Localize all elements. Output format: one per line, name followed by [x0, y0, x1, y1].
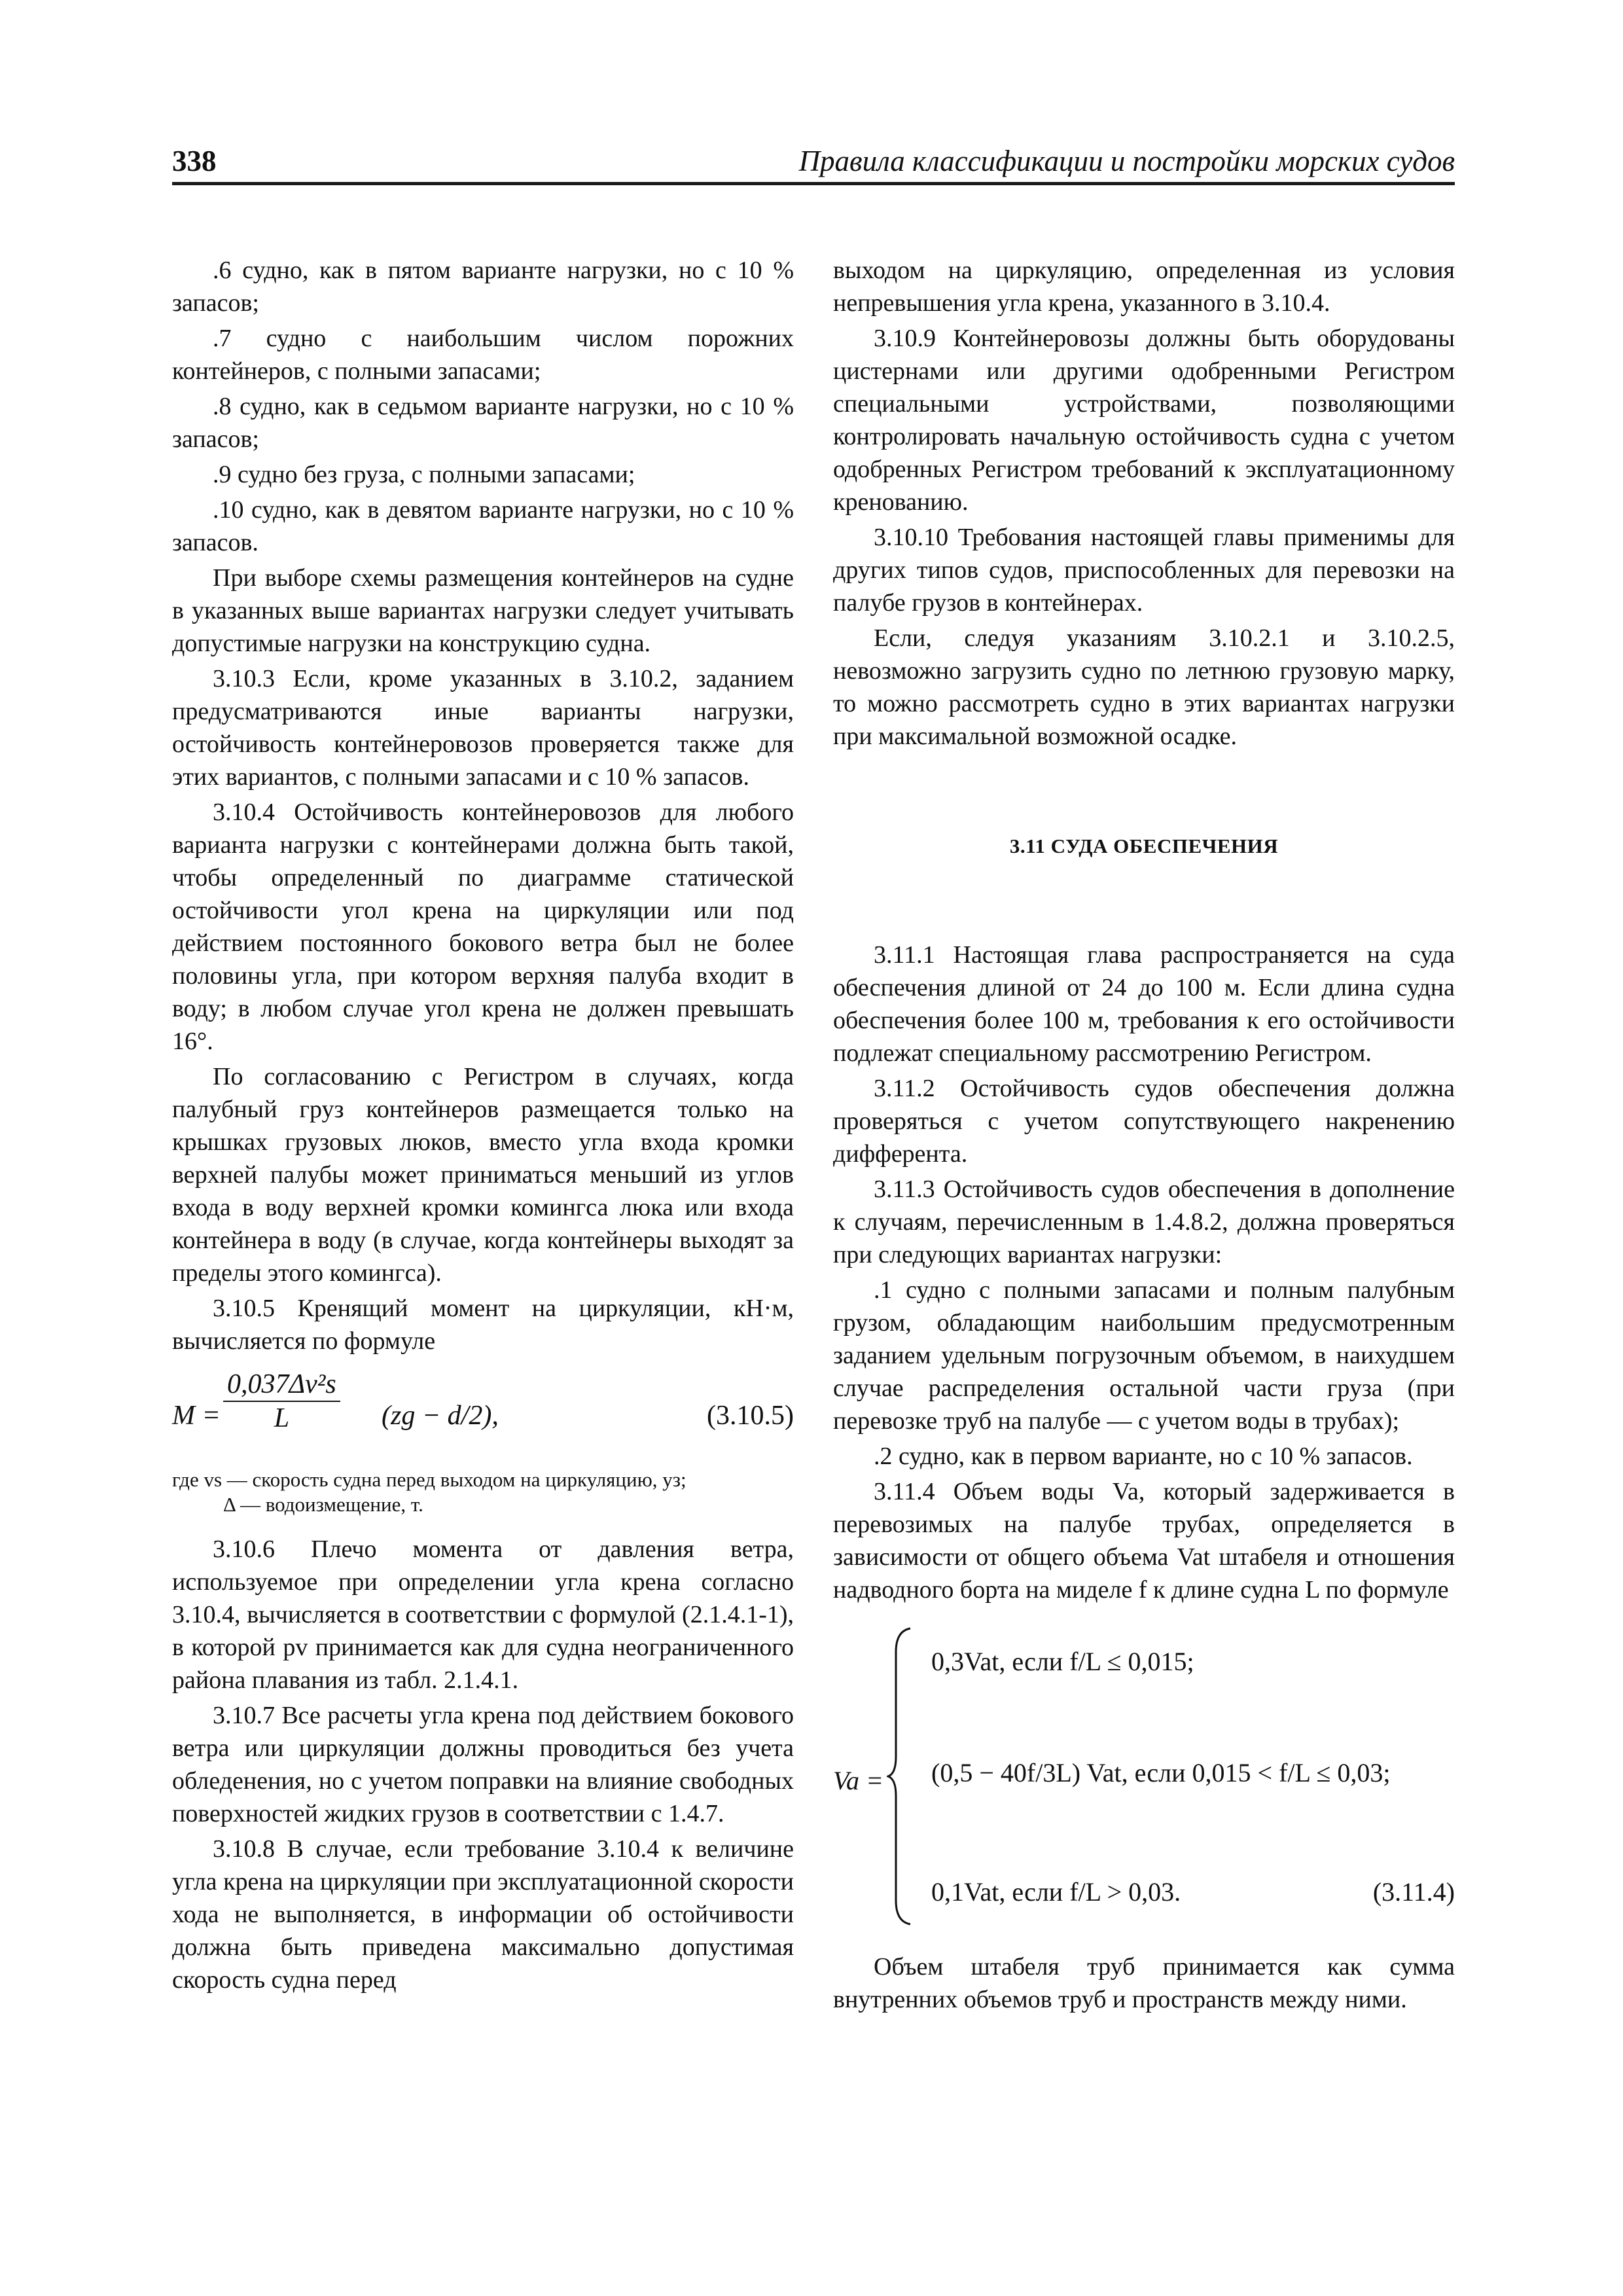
paragraph: .2 судно, как в первом варианте, но с 10 % запасов. [874, 1443, 1413, 1470]
paragraph: .1 судно с полными запасами и полным палубным грузом, обладающим наибольшим предусмотренным заданием удельным погрузочным объемом, в наихудшем случае распределения остальной части груза (при перевозке труб на палубе — с учетом воды в трубах); [833, 1276, 1455, 1435]
paragraph: При выборе схемы размещения контейнеров на судне в указанных выше вариантах нагрузки следует учитывать допустимые нагрузки на конструкцию судна. [172, 564, 794, 657]
paragraph: 3.11.2 Остойчивость судов обеспечения должна проверяться с учетом сопутствующего накренению дифферента. [833, 1075, 1455, 1168]
piecewise-case-3: 0,1Vat, если f/L > 0,03. [931, 1877, 1181, 1907]
right-column [833, 254, 1455, 2018]
paragraph: Если, следуя указаниям 3.10.2.1 и 3.10.2.5, невозможно загрузить судно по летнюю грузовую марку, то можно рассмотреть судно в этих вариантах нагрузки при максимальной возможной осадке. [833, 624, 1455, 750]
paragraph: .8 судно, как в седьмом варианте нагрузки, но с 10 % запасов; [172, 393, 794, 453]
legend-line: Δ — водоизмещение, т. [223, 1493, 423, 1516]
paragraph: 3.10.10 Требования настоящей главы применимы для других типов судов, приспособленных для перевозки на палубе грузов в контейнерах. [833, 524, 1455, 617]
running-title: Правила классификации и постройки морских судов [798, 145, 1455, 177]
equation-number: (3.10.5) [707, 1401, 794, 1431]
paragraph: 3.10.7 Все расчеты угла крена под действием бокового ветра или циркуляции должны проводиться без учета обледенения, но с учетом поправки на влияние свободных поверхностей жидких грузов в соответствии с 1.4.7. [172, 1702, 794, 1827]
formula-lhs: M = [172, 1401, 221, 1431]
paragraph: .10 судно, как в девятом варианте нагрузки, но с 10 % запасов. [172, 496, 794, 556]
formula-3-10-5 [172, 1368, 794, 1460]
paragraph: Объем штабеля труб принимается как сумма внутренних объемов труб и пространств между ними. [833, 1953, 1455, 2013]
legend-line: где vs — скорость судна перед выходом на циркуляцию, уз; [172, 1468, 687, 1491]
paragraph: 3.10.3 Если, кроме указанных в 3.10.2, заданием предусматриваются иные варианты нагрузки, остойчивость контейнеровозов проверяется также для этих вариантов, с полными запасами и с 10 % запасов. [172, 665, 794, 791]
formula-3-11-4 [833, 1626, 1455, 1933]
paragraph: По согласованию с Регистром в случаях, когда палубный груз контейнеров размещается только на крышках грузовых люков, вместо угла входа кромки верхней палубы может приниматься меньший из углов входа в воду верхней кромки комингса люка или входа контейнера в воду (в случае, когда контейнеры выходят за пределы этого комингса). [172, 1063, 794, 1287]
page-header [172, 145, 1455, 185]
formula-numerator: 0,037Δv²s [223, 1368, 340, 1402]
equation-number: (3.11.4) [1372, 1877, 1455, 1907]
left-column [172, 254, 794, 1999]
paragraph: .7 судно с наибольшим числом порожних контейнеров, с полными запасами; [172, 325, 794, 385]
formula-tail: (zg − d/2), [382, 1401, 499, 1431]
formula-denominator: L [274, 1403, 290, 1433]
page-number: 338 [172, 145, 217, 177]
left-brace-icon [887, 1626, 913, 1927]
formula-fraction [223, 1368, 340, 1435]
paragraph: 3.10.6 Плечо момента от давления ветра, используемое при определении угла крена согласно 3.10.4, вычисляется в соответствии с формулой (2.1.4.1-1), в которой pv принимается как для судна неограниченного района плавания из табл. 2.1.4.1. [172, 1535, 794, 1694]
paragraph: 3.10.4 Остойчивость контейнеровозов для любого варианта нагрузки с контейнерами должна быть такой, чтобы определенный по диаграмме статической остойчивости угол крена на циркуляции или под действием постоянного бокового ветра был не более половины угла, при котором верхняя палуба входит в воду; в любом случае угол крена не должен превышать 16°. [172, 798, 794, 1055]
paragraph: 3.10.8 В случае, если требование 3.10.4 к величине угла крена на циркуляции при эксплуатационной скорости хода не выполняется, в информации об остойчивости должна быть приведена максимально допустимая скорость судна перед [172, 1835, 794, 1994]
piecewise-case-1: 0,3Vat, если f/L ≤ 0,015; [931, 1647, 1194, 1676]
piecewise-case-2: (0,5 − 40f/3L) Vat, если 0,015 < f/L ≤ 0,03; [931, 1758, 1391, 1787]
paragraph: .6 судно, как в пятом варианте нагрузки, но с 10 % запасов; [172, 257, 794, 317]
paragraph: 3.11.4 Объем воды Va, который задерживается в перевозимых на палубе трубах, определяется в зависимости от общего объема Vat штабеля и отношения надводного борта на миделе f к длине судна L по формуле [833, 1478, 1455, 1604]
paragraph: 3.10.9 Контейнеровозы должны быть оборудованы цистернами или другими одобренными Регистром специальными устройствами, позволяющими контролировать начальную остойчивость судна с учетом одобренных Регистром требований к эксплуатационному кренованию. [833, 325, 1455, 516]
section-heading: 3.11 СУДА ОБЕСПЕЧЕНИЯ [1009, 834, 1279, 857]
paragraph: выходом на циркуляцию, определенная из условия непревышения угла крена, указанного в 3.10.4. [833, 257, 1455, 317]
paragraph: 3.11.3 Остойчивость судов обеспечения в дополнение к случаям, перечисленным в 1.4.8.2, должна проверяться при следующих вариантах нагрузки: [833, 1175, 1455, 1268]
paragraph: 3.11.1 Настоящая глава распространяется на суда обеспечения длиной от 24 до 100 м. Если длина судна обеспечения более 100 м, требования к его остойчивости подлежат специальному рассмотрению Регистром. [833, 941, 1455, 1067]
paragraph: 3.10.5 Кренящий момент на циркуляции, кН·м, вычисляется по формуле [172, 1295, 794, 1355]
piecewise-lhs: Va = [833, 1766, 883, 1795]
paragraph: .9 судно без груза, с полными запасами; [213, 461, 635, 488]
formula-legend [172, 1467, 794, 1517]
